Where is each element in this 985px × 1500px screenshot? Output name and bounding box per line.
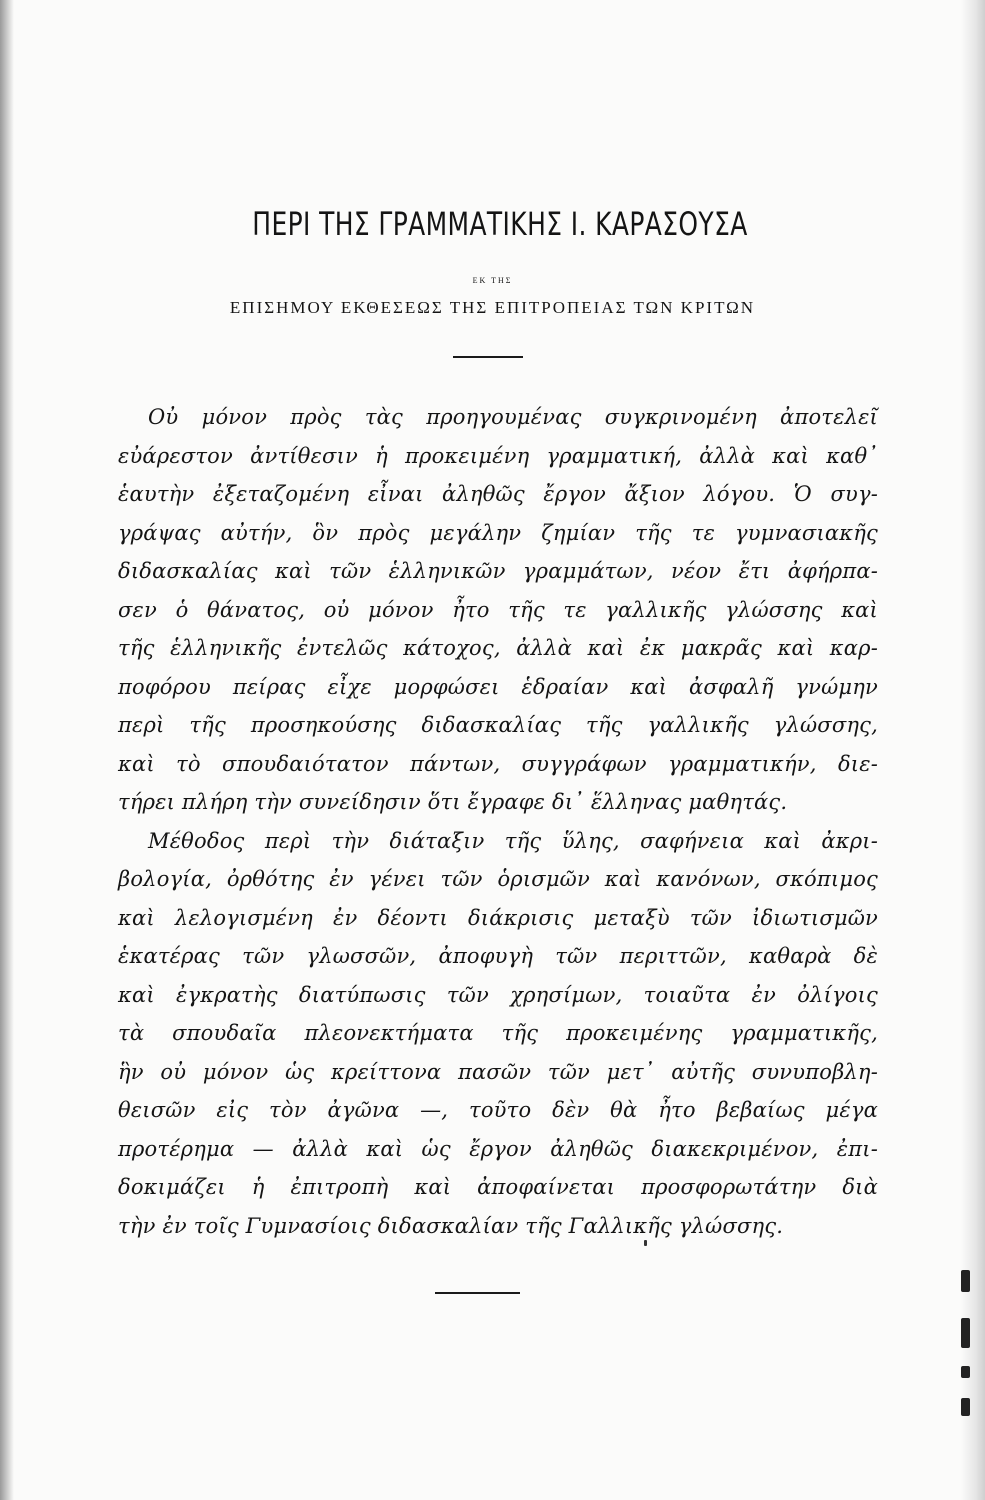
body-line: καὶ τὸ σπουδαιότατον πάντων, συγγράφων γραμματικήν, διε- bbox=[118, 751, 878, 776]
body-line: ἑαυτὴν ἐξεταζομένη εἶναι ἀληθῶς ἔργον ἄξιον λόγου. Ὁ συγ- bbox=[118, 482, 878, 506]
body-line: θεισῶν εἰς τὸν ἀγῶνα —, τοῦτο δὲν θὰ ἦτο βεβαίως μέγα bbox=[118, 1098, 878, 1122]
body-text bbox=[118, 398, 878, 1245]
body-line: Οὐ μόνον πρὸς τὰς προηγουμένας συγκρινομένη ἀποτελεῖ bbox=[148, 405, 878, 429]
bottom-divider-rule bbox=[435, 1292, 520, 1294]
body-line: προτέρημα — ἀλλὰ καὶ ὡς ἔργον ἀληθῶς διακεκριμένον, ἐπι- bbox=[118, 1136, 878, 1161]
binding-gutter-shadow bbox=[0, 0, 14, 1500]
body-line: γράψας αὐτήν, ὃν πρὸς μεγάλην ζημίαν τῆς τε γυμνασιακῆς bbox=[118, 520, 878, 545]
body-line: ποφόρου πείρας εἶχε μορφώσει ἑδραίαν καὶ ἀσφαλῆ γνώμην bbox=[118, 674, 878, 699]
body-line: βολογία, ὀρθότης ἐν γένει τῶν ὁρισμῶν καὶ κανόνων, σκόπιμος bbox=[118, 867, 878, 891]
page-subtitle: ΕΠΙΣΗΜΟΥ ΕΚΘΕΣΕΩΣ ΤΗΣ ΕΠΙΤΡΟΠΕΙΑΣ ΤΩΝ ΚΡΙΤΩΝ bbox=[229, 298, 756, 317]
body-line: περὶ τῆς προσηκούσης διδασκαλίας τῆς γαλλικῆς γλώσσης, bbox=[118, 713, 878, 737]
body-line: τὰ σπουδαῖα πλεονεκτήματα τῆς προκειμένης γραμματικῆς, bbox=[118, 1021, 878, 1045]
page-edge-marks bbox=[961, 1270, 971, 1420]
body-line: δοκιμάζει ἡ ἐπιτροπὴ καὶ ἀποφαίνεται προσφορωτάτην διὰ bbox=[118, 1175, 878, 1199]
body-line: καὶ ἐγκρατὴς διατύπωσις τῶν χρησίμων, τοιαῦτα ἐν ὀλίγοις bbox=[118, 982, 878, 1007]
body-line: Μέθοδος περὶ τὴν διάταξιν τῆς ὕλης, σαφήνεια καὶ ἀκρι- bbox=[148, 828, 878, 853]
body-line: τὴν ἐν τοῖς Γυμνασίοις διδασκαλίαν τῆς Γαλλικῆς γλώσσης. bbox=[118, 1213, 784, 1238]
body-line: εὐάρεστον ἀντίθεσιν ἡ προκειμένη γραμματική, ἀλλὰ καὶ καθ᾽ bbox=[118, 443, 878, 468]
body-line: ἑκατέρας τῶν γλωσσῶν, ἀποφυγὴ τῶν περιττῶν, καθαρὰ δὲ bbox=[118, 944, 878, 968]
body-line: τήρει πλήρη τὴν συνείδησιν ὅτι ἔγραφε δι᾽ ἕλληνας μαθητάς. bbox=[118, 790, 788, 814]
page-title: ΠΕΡΙ ΤΗΣ ΓΡΑΜΜΑΤΙΚΗΣ Ι. ΚΑΡΑΣΟΥΣΑ bbox=[252, 205, 748, 243]
top-divider-rule bbox=[453, 356, 523, 358]
body-line: διδασκαλίας καὶ τῶν ἑλληνικῶν γραμμάτων, νέον ἔτι ἀφήρπα- bbox=[118, 559, 878, 583]
stray-mark bbox=[644, 1240, 647, 1246]
subtitle-preposition: ΕΚ ΤΗΣ bbox=[472, 276, 513, 285]
body-line: ἣν οὐ μόνον ὡς κρείττονα πασῶν τῶν μετ᾽ αὐτῆς συνυποβλη- bbox=[118, 1059, 878, 1084]
body-line: τῆς ἑλληνικῆς ἐντελῶς κάτοχος, ἀλλὰ καὶ ἐκ μακρᾶς καὶ καρ- bbox=[118, 636, 878, 660]
body-line: σεν ὁ θάνατος, οὐ μόνον ἦτο τῆς τε γαλλικῆς γλώσσης καὶ bbox=[118, 597, 878, 622]
body-line: καὶ λελογισμένη ἐν δέοντι διάκρισις μεταξὺ τῶν ἰδιωτισμῶν bbox=[118, 905, 878, 930]
